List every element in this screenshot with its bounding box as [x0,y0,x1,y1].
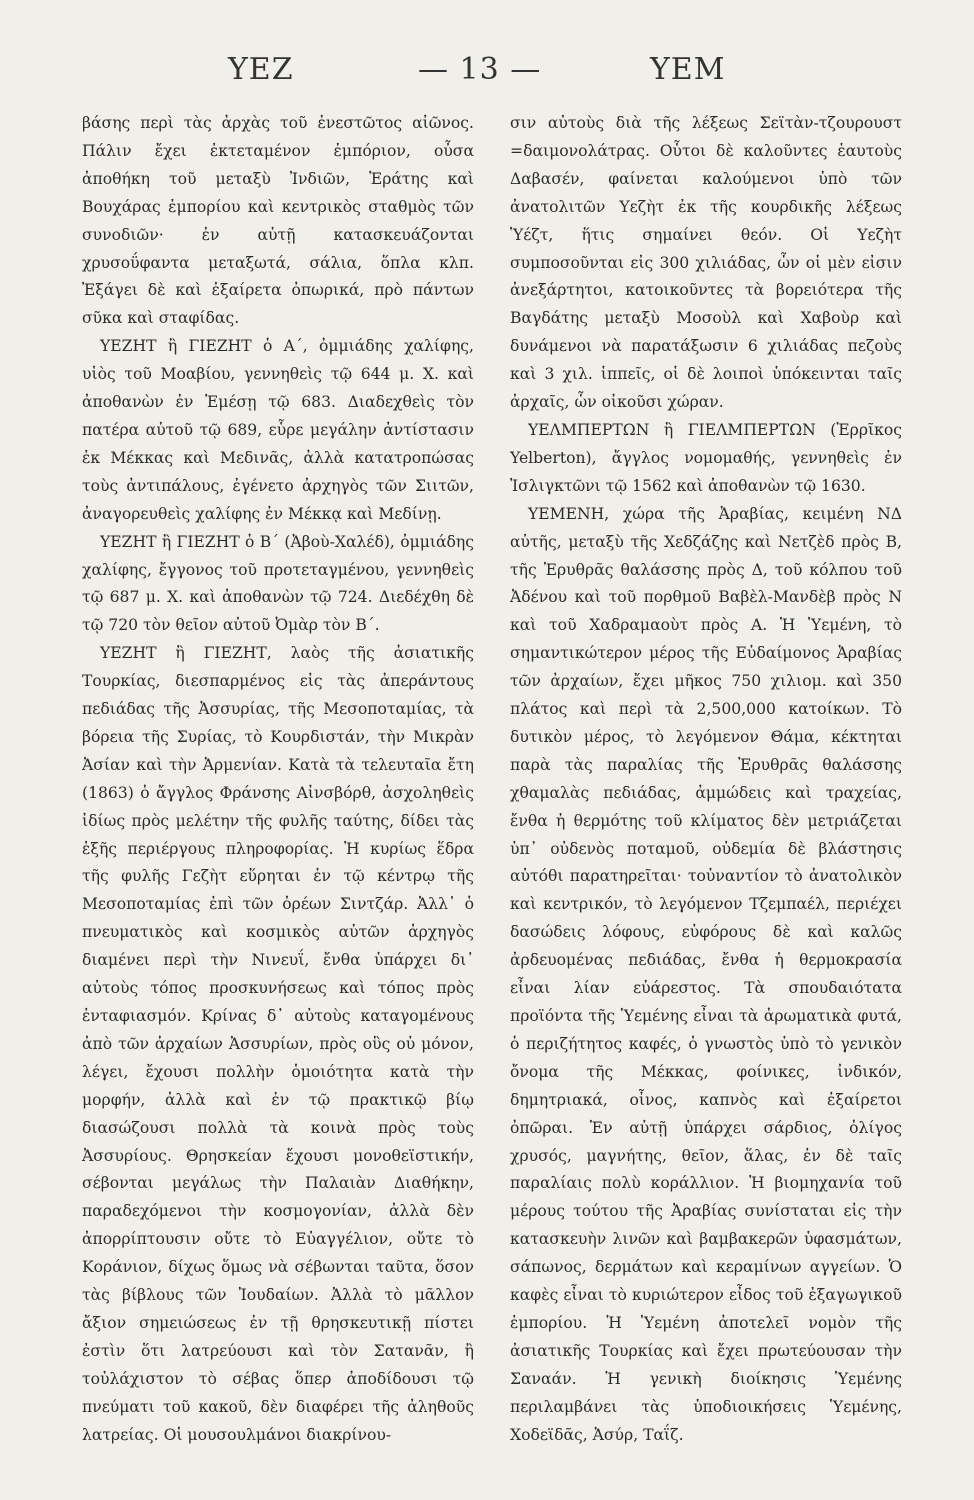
entry-paragraph: βάσης περὶ τὰς ἀρχὰς τοῦ ἐνεστῶτος αἰῶνος. Πάλιν ἔχει ἐκτεταμένον ἐμπόριον, οὖσα ἀποθήκη τοῦ μεταξὺ Ἰνδιῶν, Ἑράτης καὶ Βουχάρας ἐμπορίου καὶ κεντρικὸς σταθμὸς τῶν συνοδιῶν· ἐν αὐτῇ κατασκευάζονται χρυσοΰφαντα μεταξωτά, σάλια, ὅπλα κλπ. Ἐξάγει δὲ καὶ ἐξαίρετα ὀπωρικά, πρὸ πάντων σῦκα καὶ σταφίδας. [82,114,474,328]
left-column [82,110,474,1450]
entry-paragraph: σιν αὐτοὺς διὰ τῆς λέξεως Σεϊτὰν-τζουρουστ =δαιμονολάτρας. Οὗτοι δὲ καλοῦντες ἑαυτοὺς Δαβασέν, φαίνεται καλούμενοι ὑπὸ τῶν ἀνατολιτῶν Υεζὴτ ἐκ τῆς κουρδικῆς λέξεως Ὑέζτ, ἥτις σημαίνει θεόν. Οἱ Υεζὴτ συμποσοῦνται εἰς 300 χιλιάδας, ὧν οἱ μὲν εἰσιν ἀνεξάρτητοι, κατοικοῦντες τὰ βορειότερα τῆς Βαγδάτης μεταξὺ Μοσοὺλ καὶ Χαβοὺρ καὶ δυνάμενοι νὰ παρατάξωσιν 6 χιλιάδας πεζοὺς καὶ 3 χιλ. ἱππεῖς, οἱ δὲ λοιποὶ ὑπόκεινται ταῖς ἀρχαῖς, ὧν οἰκοῦσι χώραν. [510,114,902,412]
entry-paragraph: ΥΕΜΕΝΗ, χώρα τῆς Ἀραβίας, κειμένη ΝΔ αὐτῆς, μεταξὺ τῆς Χεδζάζης καὶ Νετζὲδ πρὸς Β, τῆς Ἐρυθρᾶς θαλάσσης πρὸς Δ, τοῦ κόλπου τοῦ Ἀδένου καὶ τοῦ πορθμοῦ Βαβὲλ-Μανδὲβ πρὸς Ν καὶ τοῦ Χαδραμαοὺτ πρὸς Α. Ἡ Ὑεμένη, τὸ σημαντικώτερον μέρος τῆς Εὐδαίμονος Ἀραβίας τῶν ἀρχαίων, ἔχει μῆκος 750 χιλιομ. καὶ 350 πλάτος καὶ περὶ τὰ 2,500,000 κατοίκων. Τὸ δυτικὸν μέρος, τὸ λεγόμενον Θάμα, κέκτηται παρὰ τὰς παραλίας τῆς Ἐρυθρᾶς θαλάσσης χθαμαλὰς πεδιάδας, ἀμμώδεις καὶ τραχείας, ἔνθα ἡ θερμότης τοῦ κλίματος δὲν μετριάζεται ὑπ᾽ οὐδενὸς ποταμοῦ, οὐδεμία δὲ βλάστησις αὐτόθι παρατηρεῖται· τοὐναντίον τὸ ἀνατολικὸν καὶ κεντρικόν, τὸ λεγόμενον Τζεμπαέλ, περιέχει δασώδεις λόφους, εὐφόρους δὲ καὶ καλῶς ἀρδευομένας πεδιάδας, ἔνθα ἡ θερμοκρασία εἶναι λίαν εὐάρεστος. Τὰ σπουδαιότατα προϊόντα τῆς Ὑεμένης εἶναι τὰ ἀρωματικὰ φυτά, ὁ περιζήτητος καφές, ὁ γνωστὸς ὑπὸ τὸ γενικὸν ὄνομα τῆς Μέκκας, φοίνικες, ἰνδικόν, δημητριακά, οἶνος, καπνὸς καὶ ἐξαίρετοι ὀπῶραι. Ἐν αὐτῇ ὑπάρχει σάρδιος, ὀλίγος χρυσός, μαγνήτης, θεῖον, ἅλας, ἐν δὲ ταῖς παραλίαις πολὺ κοράλλιον. Ἡ βιομηχανία τοῦ μέρους τούτου τῆς Ἀραβίας συνίσταται εἰς τὴν κατασκευὴν λινῶν καὶ βαμβακερῶν ὑφασμάτων, σάπωνος, δερμάτων καὶ κεραμίνων αγγείων. Ὁ καφὲς εἶναι τὸ κυριώτερον εἶδος τοῦ ἐξαγωγικοῦ ἐμπορίου. Ἡ Ὑεμένη ἀποτελεῖ νομὸν τῆς ἀσιατικῆς Τουρκίας καὶ ἔχει πρωτεύουσαν τὴν Σαναάν. Ἡ γενικὴ διοίκησις Ὑεμένης περιλαμβάνει τὰς ὑποδιοικήσεις Ὑεμένης, Χοδεϊδᾶς, Ἀσύρ, Ταΐζ. [510,504,902,1444]
entry-paragraph: ΥΕΖΗΤ ἢ ΓΙΕΖΗΤ, λαὸς τῆς ἀσιατικῆς Τουρκίας, διεσπαρμένος εἰς τὰς ἀπεράντους πεδιάδας τῆς Ἀσσυρίας, τῆς Μεσοποταμίας, τὰ βόρεια τῆς Συρίας, τὸ Κουρδιστάν, τὴν Μικρὰν Ἀσίαν καὶ τὴν Ἀρμενίαν. Κατὰ τὰ τελευταῖα ἔτη (1863) ὁ ἄγγλος Φράνσης Αἰνσβόρθ, ἀσχοληθεὶς ἰδίως πρὸς μελέτην τῆς φυλῆς ταύτης, δίδει τὰς ἑξῆς περιέργους πληροφορίας. Ἡ κυρίως ἕδρα τῆς φυλῆς Γεζὴτ εὕρηται ἐν τῷ κέντρῳ τῆς Μεσοποταμίας ἐπὶ τῶν ὀρέων Σιντζάρ. Ἀλλ᾽ ὁ πνευματικὸς καὶ κοσμικὸς αὐτῶν ἀρχηγὸς διαμένει περὶ τὴν Νινευΐ, ἔνθα ὑπάρχει δι᾽ αὐτοὺς τόπος προσκυνήσεως καὶ τόπος πρὸς ἐνταφιασμόν. Κρίνας δ᾽ αὐτοὺς καταγομένους ἀπὸ τῶν ἀρχαίων Ἀσσυρίων, πρὸς οὓς οὐ μόνον, λέγει, ἔχουσι πολλὴν ὁμοιότητα κατὰ τὴν μορφήν, ἀλλὰ καὶ ἐν τῷ πρακτικῷ βίῳ διασώζουσι πολλὰ τὰ κοινὰ πρὸς τοὺς Ἀσσυρίους. Θρησκείαν ἔχουσι μονοθεϊστικήν, σέβονται μεγάλως τὴν Παλαιὰν Διαθήκην, παραδεχόμενοι τὴν κοσμογονίαν, ἀλλὰ δὲν ἀπορρίπτουσιν οὔτε τὸ Εὐαγγέλιον, οὔτε τὸ Κοράνιον, δίχως ὅμως νὰ σέβωνται ταῦτα, ὅσον τὰς βίβλους τῶν Ἰουδαίων. Ἀλλὰ τὸ μᾶλλον ἄξιον σημειώσεως ἐν τῇ θρησκευτικῇ πίστει ἐστὶν ὅτι λατρεύουσι καὶ τὸν Σατανᾶν, ἢ τοὐλάχιστον τὸ σέβας ὅπερ ἀποδίδουσι τῷ πνεύματι τοῦ κακοῦ, δὲν διαφέρει τῆς ἀληθοῦς λατρείας. Οἱ μουσουλμάνοι διακρίνου- [82,644,474,1444]
header-left-guide-word: ΥΕΖ [228,52,294,87]
page-header [0,52,974,102]
entry-paragraph: ΥΕΖΗΤ ἢ ΓΙΕΖΗΤ ὁ Β΄ (Ἀβοὺ-Χαλέδ), ὀμμιάδης χαλίφης, ἔγγονος τοῦ προτεταγμένου, γεννηθεὶς τῷ 687 μ. Χ. καὶ ἀποθανὼν τῷ 724. Διεδέχθη δὲ τῷ 720 τὸν θεῖον αὐτοῦ Ὀμὰρ τὸν Β΄. [82,532,474,635]
page-number: — 13 — [418,52,542,87]
header-right-guide-word: ΥΕΜ [650,52,726,87]
entry-paragraph: ΥΕΖΗΤ ἢ ΓΙΕΖΗΤ ὁ Α΄, ὀμμιάδης χαλίφης, υἱὸς τοῦ Μοαβίου, γεννηθεὶς τῷ 644 μ. Χ. καὶ ἀποθανὼν ἐν Ἐμέσῃ τῷ 683. Διαδεχθεὶς τὸν πατέρα αὐτοῦ τῷ 689, εὗρε μεγάλην ἀντίστασιν ἐκ Μέκκας καὶ Μεδινᾶς, ἀλλὰ κατατροπώσας τοὺς ἀντιπάλους, ἐγένετο ἀρχηγὸς τῶν Σιιτῶν, ἀναγορευθεὶς χαλίφης ἐν Μέκκᾳ καὶ Μεδίνῃ. [82,337,474,523]
entry-paragraph: ΥΕΛΜΠΕΡΤΩΝ ἢ ΓΙΕΛΜΠΕΡΤΩΝ (Ἐρρῖκος Yelberton), ἄγγλος νομομαθής, γεννηθεὶς ἐν Ἰσλιγκτῶνι τῷ 1562 καὶ ἀποθανὼν τῷ 1630. [510,420,902,495]
right-column [510,110,902,1450]
